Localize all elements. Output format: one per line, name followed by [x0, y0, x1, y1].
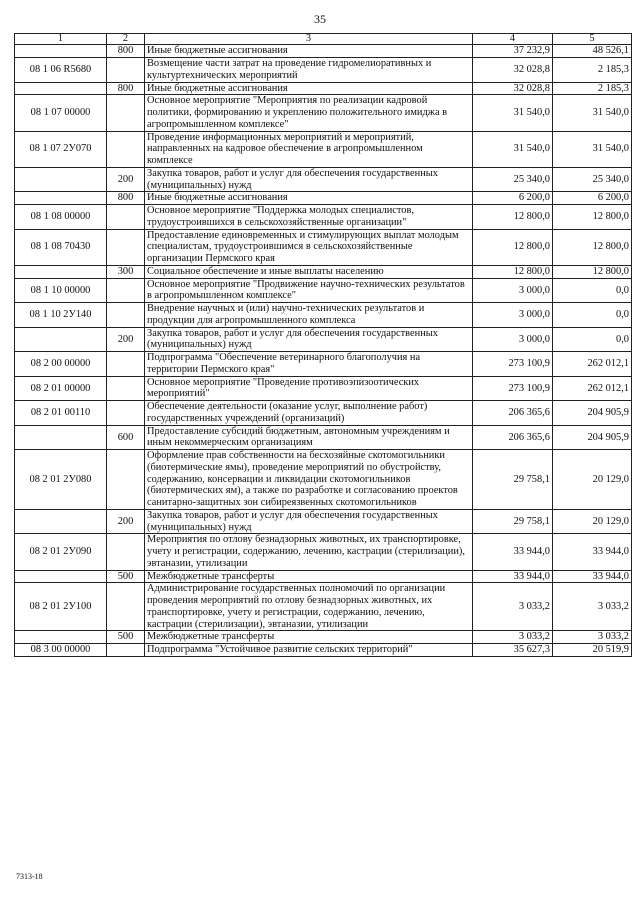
row-name: Предоставление единовременных и стимулирующих выплат молодым специалистам, трудоустроившимся в сельскохозяйственные организации Пермского края: [145, 229, 473, 265]
row-expense-type: 500: [107, 631, 145, 644]
row-value-year2: 31 540,0: [553, 131, 632, 167]
row-expense-type: 300: [107, 265, 145, 278]
table-row: [15, 229, 632, 265]
page-number: 35: [314, 12, 326, 26]
row-value-year2: 3 033,2: [553, 631, 632, 644]
row-code: [15, 425, 107, 450]
budget-table: [14, 33, 632, 657]
row-code: 08 1 06 R5680: [15, 58, 107, 83]
row-expense-type: [107, 583, 145, 631]
row-expense-type: 800: [107, 192, 145, 205]
row-value-year1: 273 100,9: [473, 352, 553, 377]
row-value-year2: 204 905,9: [553, 425, 632, 450]
row-value-year1: 32 028,8: [473, 58, 553, 83]
row-value-year2: 6 200,0: [553, 192, 632, 205]
row-expense-type: [107, 401, 145, 426]
row-name: Закупка товаров, работ и услуг для обеспечения государственных (муниципальных) нужд: [145, 327, 473, 352]
table-row: [15, 58, 632, 83]
row-value-year1: 12 800,0: [473, 205, 553, 230]
row-expense-type: [107, 534, 145, 570]
row-name: Возмещение части затрат на проведение гидромелиоративных и культуртехнических мероприятий: [145, 58, 473, 83]
row-name: Проведение информационных мероприятий и мероприятий, направленных на кадровое обеспечение в агропромышленном комплексе: [145, 131, 473, 167]
row-value-year1: 25 340,0: [473, 167, 553, 192]
row-code: [15, 82, 107, 95]
row-value-year2: 2 185,3: [553, 58, 632, 83]
table-row: [15, 167, 632, 192]
row-value-year2: 0,0: [553, 327, 632, 352]
header-col-1: 1: [15, 34, 107, 45]
row-value-year2: 2 185,3: [553, 82, 632, 95]
footer-code: 7313-18: [16, 872, 43, 881]
row-code: 08 1 08 00000: [15, 205, 107, 230]
row-expense-type: [107, 229, 145, 265]
row-expense-type: 200: [107, 167, 145, 192]
row-value-year1: 37 232,9: [473, 45, 553, 58]
row-code: 08 2 00 00000: [15, 352, 107, 377]
row-name: Мероприятия по отлову безнадзорных животных, их транспортировке, учету и регистрации, содержанию, лечению, кастрации (стерилизации), эвтаназии, утилизации: [145, 534, 473, 570]
row-value-year1: 206 365,6: [473, 425, 553, 450]
row-value-year1: 33 944,0: [473, 570, 553, 583]
row-expense-type: [107, 205, 145, 230]
row-code: [15, 509, 107, 534]
row-value-year2: 48 526,1: [553, 45, 632, 58]
header-col-4: 4: [473, 34, 553, 45]
row-code: [15, 631, 107, 644]
row-expense-type: [107, 376, 145, 401]
header-col-2: 2: [107, 34, 145, 45]
row-value-year2: 20 129,0: [553, 450, 632, 510]
row-code: [15, 192, 107, 205]
row-code: [15, 327, 107, 352]
row-value-year2: 0,0: [553, 278, 632, 303]
table-row: [15, 265, 632, 278]
table-row: [15, 583, 632, 631]
row-code: [15, 265, 107, 278]
row-expense-type: [107, 450, 145, 510]
row-expense-type: [107, 644, 145, 657]
table-row: [15, 95, 632, 131]
row-name: Межбюджетные трансферты: [145, 631, 473, 644]
row-expense-type: 800: [107, 82, 145, 95]
row-name: Оформление прав собственности на бесхозяйные скотомогильники (биотермические ямы), проведение мероприятий по обустройству, содержанию, консервации и ликвидации скотомогильников (биотермических ям), а также по разработке и согласованию проектов санитарно-защитных зон сибиреязвенных скотомогильников: [145, 450, 473, 510]
row-code: 08 1 07 00000: [15, 95, 107, 131]
row-value-year2: 204 905,9: [553, 401, 632, 426]
table-row: [15, 352, 632, 377]
table-row: [15, 570, 632, 583]
header-col-3: 3: [145, 34, 473, 45]
row-name: Иные бюджетные ассигнования: [145, 82, 473, 95]
row-value-year1: 32 028,8: [473, 82, 553, 95]
table-row: [15, 303, 632, 328]
row-name: Основное мероприятие "Поддержка молодых специалистов, трудоустроившихся в сельскохозяйственные организации": [145, 205, 473, 230]
table-row: [15, 327, 632, 352]
row-code: 08 2 01 00000: [15, 376, 107, 401]
row-expense-type: 500: [107, 570, 145, 583]
row-value-year1: 12 800,0: [473, 229, 553, 265]
row-value-year2: 12 800,0: [553, 205, 632, 230]
row-name: Основное мероприятие "Продвижение научно-технических результатов в агропромышленном комплексе": [145, 278, 473, 303]
row-code: [15, 167, 107, 192]
table-row: [15, 278, 632, 303]
row-code: 08 1 10 00000: [15, 278, 107, 303]
row-value-year1: 6 200,0: [473, 192, 553, 205]
row-code: 08 2 01 00110: [15, 401, 107, 426]
table-row: [15, 205, 632, 230]
row-name: Обеспечение деятельности (оказание услуг, выполнение работ) государственных учреждений (организаций): [145, 401, 473, 426]
table-row: [15, 509, 632, 534]
table-row: [15, 425, 632, 450]
row-name: Закупка товаров, работ и услуг для обеспечения государственных (муниципальных) нужд: [145, 167, 473, 192]
header-row: [15, 34, 632, 45]
row-name: Социальное обеспечение и иные выплаты населению: [145, 265, 473, 278]
row-code: [15, 45, 107, 58]
row-expense-type: 800: [107, 45, 145, 58]
row-value-year2: 20 129,0: [553, 509, 632, 534]
row-code: 08 1 07 2У070: [15, 131, 107, 167]
table-row: [15, 82, 632, 95]
table-row: [15, 376, 632, 401]
row-expense-type: [107, 303, 145, 328]
row-value-year2: 262 012,1: [553, 352, 632, 377]
table-row: [15, 534, 632, 570]
row-value-year2: 3 033,2: [553, 583, 632, 631]
row-value-year1: 35 627,3: [473, 644, 553, 657]
row-value-year1: 31 540,0: [473, 131, 553, 167]
row-value-year2: 20 519,9: [553, 644, 632, 657]
row-code: 08 2 01 2У100: [15, 583, 107, 631]
table-row: [15, 631, 632, 644]
table-row: [15, 45, 632, 58]
row-name: Иные бюджетные ассигнования: [145, 45, 473, 58]
row-value-year1: 206 365,6: [473, 401, 553, 426]
row-value-year1: 3 000,0: [473, 327, 553, 352]
row-value-year1: 33 944,0: [473, 534, 553, 570]
row-value-year2: 25 340,0: [553, 167, 632, 192]
row-value-year2: 31 540,0: [553, 95, 632, 131]
header-col-5: 5: [553, 34, 632, 45]
row-name: Основное мероприятие "Проведение противоэпизоотических мероприятий": [145, 376, 473, 401]
row-name: Закупка товаров, работ и услуг для обеспечения государственных (муниципальных) нужд: [145, 509, 473, 534]
row-expense-type: [107, 131, 145, 167]
row-code: 08 1 08 70430: [15, 229, 107, 265]
table-row: [15, 192, 632, 205]
row-name: Администрирование государственных полномочий по организации проведения мероприятий по отлову безнадзорных животных, их транспортировке, учету и регистрации, содержанию, лечению, кастрации (стерилизации), эвтаназии, утилизации: [145, 583, 473, 631]
table-row: [15, 131, 632, 167]
row-expense-type: 200: [107, 327, 145, 352]
row-value-year1: 29 758,1: [473, 450, 553, 510]
row-name: Межбюджетные трансферты: [145, 570, 473, 583]
row-code: 08 1 10 2У140: [15, 303, 107, 328]
row-value-year1: 3 033,2: [473, 631, 553, 644]
row-value-year2: 12 800,0: [553, 265, 632, 278]
row-value-year2: 33 944,0: [553, 534, 632, 570]
row-value-year1: 3 000,0: [473, 278, 553, 303]
row-code: 08 3 00 00000: [15, 644, 107, 657]
row-expense-type: 200: [107, 509, 145, 534]
row-code: [15, 570, 107, 583]
row-value-year2: 33 944,0: [553, 570, 632, 583]
row-value-year2: 0,0: [553, 303, 632, 328]
table-row: [15, 644, 632, 657]
row-expense-type: [107, 278, 145, 303]
row-name: Внедрение научных и (или) научно-технических результатов и продукции для агропромышленного комплекса: [145, 303, 473, 328]
row-expense-type: [107, 352, 145, 377]
row-value-year1: 3 000,0: [473, 303, 553, 328]
row-value-year1: 3 033,2: [473, 583, 553, 631]
row-value-year2: 262 012,1: [553, 376, 632, 401]
row-code: 08 2 01 2У080: [15, 450, 107, 510]
row-name: Основное мероприятие "Мероприятия по реализации кадровой политики, формированию и укреплению положительного имиджа в агропромышленном комплексе": [145, 95, 473, 131]
table-row: [15, 450, 632, 510]
row-name: Подпрограмма "Обеспечение ветеринарного благополучия на территории Пермского края": [145, 352, 473, 377]
row-value-year1: 12 800,0: [473, 265, 553, 278]
row-name: Иные бюджетные ассигнования: [145, 192, 473, 205]
row-expense-type: 600: [107, 425, 145, 450]
row-name: Подпрограмма "Устойчивое развитие сельских территорий": [145, 644, 473, 657]
row-name: Предоставление субсидий бюджетным, автономным учреждениям и иным некоммерческим организациям: [145, 425, 473, 450]
row-value-year1: 29 758,1: [473, 509, 553, 534]
row-code: 08 2 01 2У090: [15, 534, 107, 570]
row-expense-type: [107, 58, 145, 83]
row-value-year1: 31 540,0: [473, 95, 553, 131]
table-row: [15, 401, 632, 426]
row-value-year1: 273 100,9: [473, 376, 553, 401]
row-value-year2: 12 800,0: [553, 229, 632, 265]
row-expense-type: [107, 95, 145, 131]
